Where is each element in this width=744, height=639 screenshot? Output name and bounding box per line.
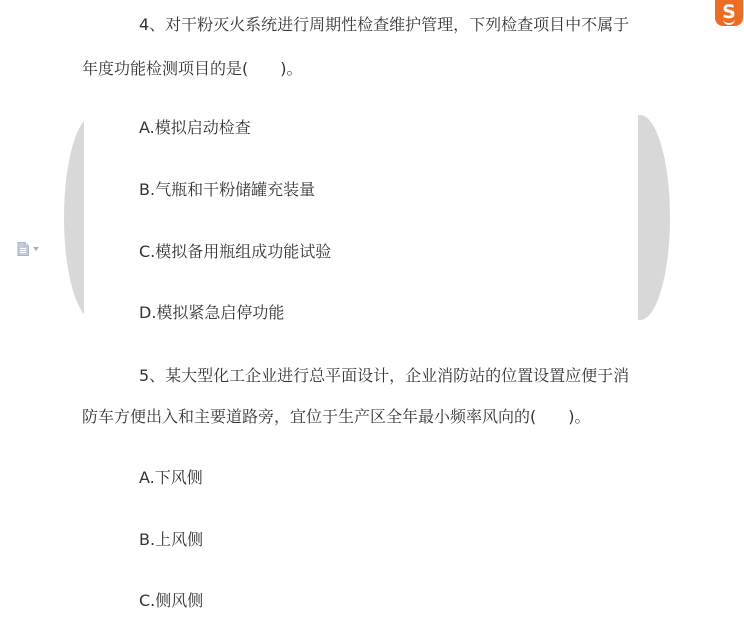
question-4-option-d: D.模拟紧急启停功能	[139, 303, 285, 322]
question-5-option-b: B.上风侧	[139, 530, 204, 549]
question-4-option-b: B.气瓶和干粉储罐充装量	[139, 180, 316, 199]
sogou-smile-icon	[723, 19, 735, 25]
question-4-option-c: C.模拟备用瓶组成功能试验	[139, 242, 332, 261]
sogou-letter: S	[722, 1, 736, 23]
question-4-option-a: A.模拟启动检查	[139, 118, 251, 137]
dropdown-caret-icon[interactable]	[33, 247, 39, 251]
question-5-option-c: C.侧风侧	[139, 591, 204, 610]
question-5-stem-line2: 防车方便出入和主要道路旁，宜位于生产区全年最小频率风向的( )。	[82, 407, 591, 426]
question-5-stem-line1: 5、某大型化工企业进行总平面设计，企业消防站的位置设置应便于消	[139, 366, 630, 385]
question-4-stem-line1: 4、对干粉灭火系统进行周期性检查维护管理，下列检查项目中不属于	[139, 15, 630, 34]
options-highlight-area	[84, 110, 638, 325]
document-icon[interactable]	[17, 242, 29, 256]
sogou-ime-icon[interactable]	[715, 0, 743, 26]
question-5-option-a: A.下风侧	[139, 468, 203, 487]
question-4-stem-line2: 年度功能检测项目的是( )。	[82, 59, 303, 78]
